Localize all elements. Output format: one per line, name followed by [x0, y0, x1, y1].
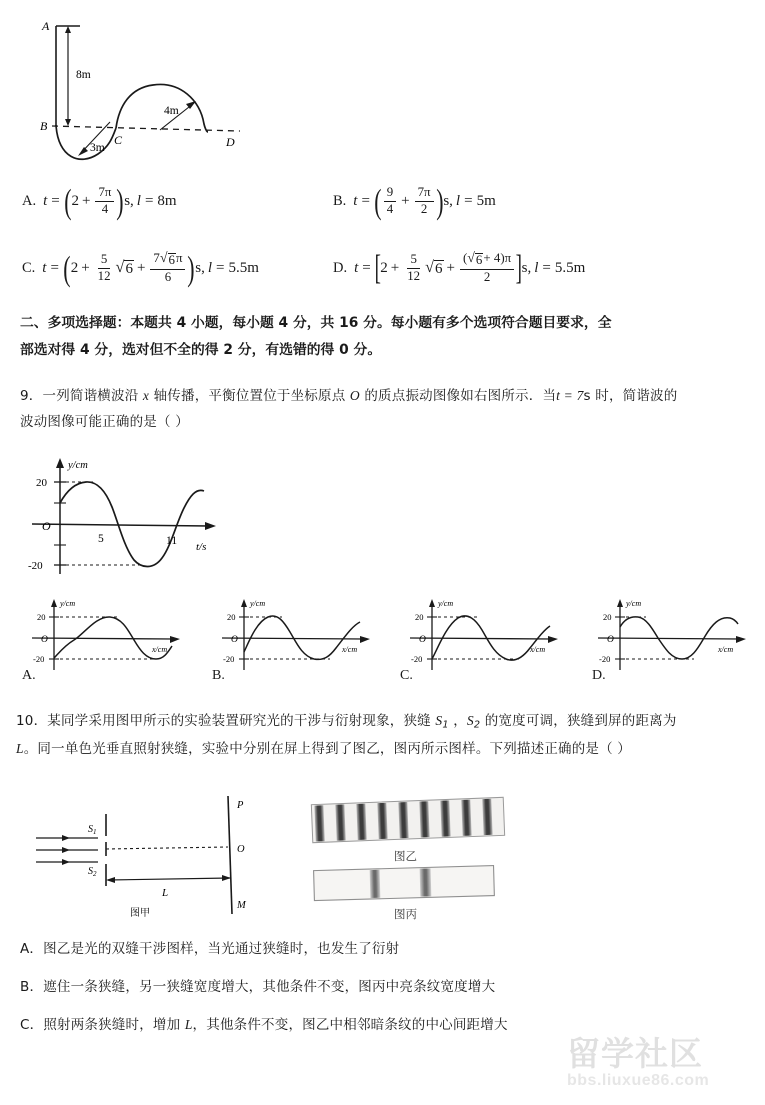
origin-label: O: [231, 635, 238, 645]
watermark-text: 留学社区: [567, 1034, 703, 1073]
q8-option-d-root2: 6: [475, 253, 483, 267]
q8-option-d-unit: s,: [521, 259, 532, 276]
q8-option-b-unit: s,: [443, 192, 453, 209]
distance-arrowhead-left: [106, 877, 115, 883]
radical-sign: √: [467, 251, 475, 266]
label-slit-1: $S_1$: [88, 824, 97, 836]
y-axis-arrowhead: [51, 599, 57, 607]
x-axis-arrowhead: [170, 636, 180, 643]
question-9-line1: [20, 383, 750, 409]
q8-option-a-const: 2: [71, 192, 79, 209]
height-arrowhead-bottom: [65, 119, 71, 126]
diffraction-backdrop: [314, 866, 495, 901]
q8-option-c-const: 2: [70, 259, 79, 276]
y-axis-arrowhead: [429, 599, 435, 607]
q8-option-c-fraction-2: [150, 252, 185, 285]
q8-option-a-lvar: l: [136, 192, 141, 209]
y-tick-label-20: 20: [415, 612, 424, 622]
question-10: [16, 708, 752, 762]
q8-option-d-num2-pi: π: [504, 251, 512, 265]
question-9-text-c: 的质点振动图像如右图所示．当: [359, 388, 557, 404]
y-tick-label-minus20: -20: [28, 560, 43, 572]
radical-sign: √: [159, 251, 168, 266]
label-radius-4m: 4m: [164, 105, 179, 117]
q8-option-a-fraction: [95, 186, 114, 217]
height-arrowhead-top: [65, 26, 71, 33]
q8-option-d-fraction-1: [404, 253, 423, 284]
q8-option-d-lvalue: 5.5m: [554, 259, 586, 276]
x-axis: [32, 524, 210, 526]
y-axis-label: y/cm: [60, 599, 76, 608]
label-height-8m: 8m: [76, 69, 91, 81]
q8-option-a-leq: =: [144, 192, 154, 209]
ray-arrowhead-2: [62, 847, 70, 853]
label-distance-l: L: [162, 887, 169, 899]
section-header-line2: 部选对得 4 分，选对但不全的得 2 分，有选错的得 0 分。: [20, 341, 382, 358]
label-point-p: P: [237, 800, 244, 811]
q8-option-d-letter: D.: [333, 259, 348, 276]
q8-option-c-letter: C.: [22, 259, 36, 276]
option-b-wave[interactable]: [212, 596, 387, 674]
option-c-wave[interactable]: [400, 596, 575, 674]
q8-option-b-den1: 4: [386, 201, 394, 216]
q8-option-c-num2: [150, 252, 185, 270]
q8-option-c-lvar: l: [207, 259, 212, 276]
q8-option-d-plus2: +: [446, 259, 455, 276]
q8-option-b[interactable]: [333, 181, 496, 221]
paren-close: ): [435, 181, 444, 221]
question-9-line2: 波动图像可能正确的是（ ）: [20, 414, 189, 431]
q8-option-a-lvalue: 8m: [157, 192, 177, 209]
q8-option-d-const: 2: [380, 259, 388, 276]
question-10-slit2-sub: 2: [473, 719, 481, 731]
q10-option-c-text-post: ，其他条件不变，图乙中相邻暗条纹的中心间距增大: [192, 1017, 508, 1033]
x-axis-label: x/cm: [342, 645, 358, 654]
q8-option-d-leq: =: [542, 259, 551, 276]
question-9-condition: t = 7: [556, 388, 584, 403]
paren-close: ): [116, 181, 124, 221]
apparatus-diagram: [22, 792, 292, 920]
question-10-text-4: 。同一单色光垂直照射狭缝，实验中分别在屏上得到了图乙，图丙所示图样。下列描述正确的是（ ）: [23, 740, 632, 757]
q8-option-d-plus1: +: [390, 259, 400, 276]
q8-option-c[interactable]: [22, 248, 259, 288]
question-10-text-2: ，: [448, 713, 467, 729]
question-9-text-d: 时，简谐波的: [590, 388, 678, 404]
q8-option-c-fraction-1: [95, 253, 114, 284]
x-axis: [598, 638, 740, 639]
q8-option-d-num2-mid: + 4): [483, 251, 505, 265]
q8-option-a-eq: =: [51, 192, 60, 209]
q8-option-d-lvar: l: [534, 259, 539, 276]
q8-option-a-num: 7π: [95, 186, 114, 202]
fringe-dark-2: [335, 804, 345, 840]
paren-open: (: [374, 181, 382, 221]
y-tick-label-20: 20: [603, 612, 612, 622]
radical-sign: √: [425, 257, 434, 276]
diffraction-group: [314, 866, 495, 901]
paren-open: (: [63, 248, 71, 288]
q8-option-a-den: 4: [101, 201, 109, 216]
caption-jia: 图甲: [130, 908, 150, 919]
q8-option-b-eq: =: [361, 192, 370, 209]
q8-option-d-den1: 12: [407, 268, 421, 283]
q8-option-b-leq: =: [464, 192, 473, 209]
x-axis-label: x/cm: [530, 645, 546, 654]
diffraction-dark-2: [420, 868, 432, 896]
q8-option-c-unit: s,: [195, 259, 205, 276]
q10-option-b-text: 遮住一条狭缝，另一狭缝宽度增大，其他条件不变，图丙中亮条纹宽度增大: [43, 979, 496, 995]
y-axis-arrowhead: [617, 599, 623, 607]
label-point-a: A: [42, 19, 50, 33]
fringe-dark-7: [440, 800, 450, 836]
y-axis-label: y/cm: [626, 599, 642, 608]
question-9-var-x: x: [142, 388, 150, 403]
fringe-dark-6: [419, 801, 429, 837]
q8-option-c-lhs: t: [42, 259, 47, 276]
paren-open: (: [63, 181, 72, 221]
q8-option-d-num1: 5: [407, 253, 419, 269]
question-9-unit-s: s: [583, 388, 591, 404]
x-tick-label-11: 11: [166, 535, 178, 547]
q8-option-b-lvar: l: [455, 192, 461, 209]
q10-option-c-letter: C．: [20, 1017, 44, 1033]
y-tick-label-minus20: -20: [411, 654, 423, 664]
fringe-group: [311, 797, 504, 842]
question-9-number: 9．: [20, 388, 43, 404]
x-axis-label: t/s: [196, 541, 207, 553]
label-radius-3m: 3m: [90, 142, 105, 154]
q8-option-c-den2: 6: [164, 269, 172, 284]
caption-yi: 图乙: [394, 849, 417, 863]
q8-option-b-num1: 9: [384, 186, 396, 202]
q8-option-d-fraction-2: [460, 252, 514, 285]
y-axis-label: y/cm: [68, 460, 88, 471]
q8-option-a-plus: +: [82, 192, 91, 209]
question-10-slit2: S: [466, 713, 474, 728]
distance-arrowhead-right: [222, 875, 231, 881]
q10-option-a[interactable]: [20, 937, 399, 957]
q9-option-b-letter: B.: [212, 668, 225, 683]
question-10-number: 10．: [16, 713, 48, 729]
question-10-line2: [16, 736, 752, 762]
q8-option-b-fraction-2: [415, 186, 434, 217]
question-10-var-l: L: [16, 740, 24, 756]
q8-option-d-lhs: t: [354, 259, 359, 276]
q8-option-c-root2: 6: [168, 253, 175, 267]
q8-option-a[interactable]: [22, 181, 177, 221]
distance-arrow: [108, 878, 230, 880]
x-axis-label: x/cm: [152, 645, 168, 654]
watermark-url: bbs.liuxue86.com: [567, 1072, 710, 1089]
q10-option-a-text: 图乙是光的双缝干涉图样，当光通过狭缝时，也发生了衍射: [43, 941, 400, 957]
caption-bing: 图丙: [394, 907, 417, 921]
q8-option-a-unit: s,: [124, 192, 134, 209]
q8-option-d-num2-open: (: [462, 251, 468, 265]
y-tick-label-minus20: -20: [33, 654, 45, 664]
q8-option-b-lhs: t: [353, 192, 358, 209]
question-10-text-3: 的宽度可调，狭缝到屏的距离为: [480, 713, 677, 729]
y-axis-label: y/cm: [250, 599, 266, 608]
origin-label: O: [419, 635, 426, 645]
baseline-dashed: [52, 126, 240, 131]
x-axis-arrowhead: [736, 636, 746, 643]
q8-option-c-num2-pi: π: [175, 251, 183, 265]
vibration-graph: [14, 452, 264, 582]
label-slit-2: $S_2$: [88, 866, 97, 878]
origin-label: O: [41, 635, 48, 645]
y-tick-label-minus20: -20: [223, 654, 235, 664]
watermark: [567, 1034, 757, 1099]
y-tick-label-20: 20: [37, 612, 46, 622]
q8-option-c-plus1: +: [81, 259, 90, 276]
q8-option-d-den2: 2: [483, 269, 491, 284]
optical-axis: [106, 847, 228, 849]
ray-arrowhead-1: [62, 835, 70, 841]
radical-sign: √: [115, 257, 125, 276]
screen-line: [228, 796, 232, 914]
question-9: [20, 383, 750, 436]
label-point-d: D: [226, 135, 235, 149]
q10-option-a-letter: A．: [20, 941, 44, 957]
x-axis-arrowhead: [548, 636, 558, 643]
question-9-text-b: 轴传播，平衡位置位于坐标原点: [149, 388, 350, 404]
q8-option-c-eq: =: [50, 259, 59, 276]
ray-arrowhead-3: [62, 859, 70, 865]
label-point-o: O: [237, 844, 245, 855]
y-axis-arrowhead: [241, 599, 247, 607]
q8-option-b-num2: 7π: [415, 186, 434, 202]
x-axis: [410, 638, 552, 639]
y-axis-label: y/cm: [438, 599, 454, 608]
q8-option-b-lvalue: 5m: [476, 192, 496, 209]
q8-option-d[interactable]: [333, 249, 586, 288]
q8-option-c-den1: 12: [97, 268, 111, 283]
y-axis-arrowhead: [56, 458, 64, 468]
q8-option-d-root1: 6: [435, 260, 443, 277]
q8-option-c-leq: =: [216, 259, 225, 276]
section-header: [20, 310, 748, 364]
q9-option-a-letter: A.: [22, 668, 36, 683]
fringe-dark-9: [482, 799, 492, 835]
option-d-wave[interactable]: [588, 596, 763, 674]
q10-option-c-var-l: L: [184, 1017, 193, 1032]
q8-option-b-plus: +: [401, 192, 410, 209]
q8-option-d-sqrt-1: [425, 259, 443, 278]
y-tick-label-20: 20: [36, 477, 47, 489]
question-10-slit1: S: [435, 713, 443, 728]
q10-option-b-letter: B．: [20, 979, 44, 995]
label-point-b: B: [40, 119, 48, 133]
q8-option-c-num1: 5: [98, 253, 110, 269]
fringe-dark-1: [314, 805, 324, 841]
q8-option-b-letter: B.: [333, 192, 347, 209]
x-axis-label: x/cm: [718, 645, 734, 654]
radius-left-arrowhead: [78, 147, 88, 156]
q8-option-a-letter: A.: [22, 192, 37, 209]
fringe-dark-8: [461, 800, 471, 836]
q10-option-b[interactable]: [20, 975, 495, 995]
x-tick-label-5: 5: [98, 533, 104, 545]
q10-option-c[interactable]: [20, 1013, 508, 1033]
fringe-dark-3: [356, 804, 366, 840]
diffraction-pattern: [308, 862, 508, 912]
fringe-dark-5: [398, 802, 408, 838]
y-tick-label-minus20: -20: [599, 654, 611, 664]
q8-option-d-num2: [460, 252, 514, 270]
diffraction-dark-1: [370, 870, 381, 898]
q8-option-b-den2: 2: [420, 201, 428, 216]
q9-option-d-letter: D.: [592, 668, 606, 683]
q8-option-b-fraction-1: [384, 186, 396, 217]
q8-option-c-num2-coef: 7: [153, 251, 160, 265]
q8-option-c-sqrt-1: [116, 259, 134, 278]
q8-option-c-sqrt-2: [160, 252, 176, 268]
question-9-var-o: O: [349, 388, 360, 403]
bracket-close: ]: [515, 249, 523, 288]
interference-pattern: [308, 795, 508, 855]
q8-option-d-sqrt-2: [467, 252, 483, 268]
q8-option-c-plus2: +: [136, 259, 146, 276]
label-point-c: C: [114, 133, 123, 147]
valley-arc: [56, 125, 116, 159]
paren-close: ): [187, 248, 196, 288]
option-a-wave[interactable]: [22, 596, 197, 674]
figure-scurve-track: [18, 8, 278, 168]
q8-option-a-lhs: t: [43, 192, 48, 209]
origin-label: O: [42, 519, 51, 533]
question-10-slit1-sub: 1: [442, 719, 449, 731]
q10-option-c-text-pre: 照射两条狭缝时，增加: [43, 1017, 185, 1033]
bracket-open: [: [374, 249, 381, 288]
fringe-dark-4: [377, 803, 387, 839]
y-tick-label-20: 20: [227, 612, 236, 622]
question-10-text-1: 某同学采用图甲所示的实验装置研究光的干涉与衍射现象，狭缝: [47, 713, 436, 729]
q8-option-c-lvalue: 5.5m: [228, 259, 259, 276]
q8-option-d-eq: =: [362, 259, 371, 276]
q9-option-c-letter: C.: [400, 668, 413, 683]
q8-option-c-root1: 6: [125, 260, 133, 277]
x-axis-arrowhead: [360, 636, 370, 643]
x-axis-arrowhead: [205, 522, 216, 530]
origin-label: O: [607, 635, 614, 645]
question-9-text-a: 一列简谐横波沿: [42, 388, 143, 404]
question-10-line1: [16, 708, 752, 736]
section-header-line1: 二、多项选择题：本题共 4 小题，每小题 4 分，共 16 分。每小题有多个选项符合题目要求，全: [20, 315, 612, 331]
label-point-m: M: [237, 900, 246, 911]
x-axis: [32, 638, 174, 639]
